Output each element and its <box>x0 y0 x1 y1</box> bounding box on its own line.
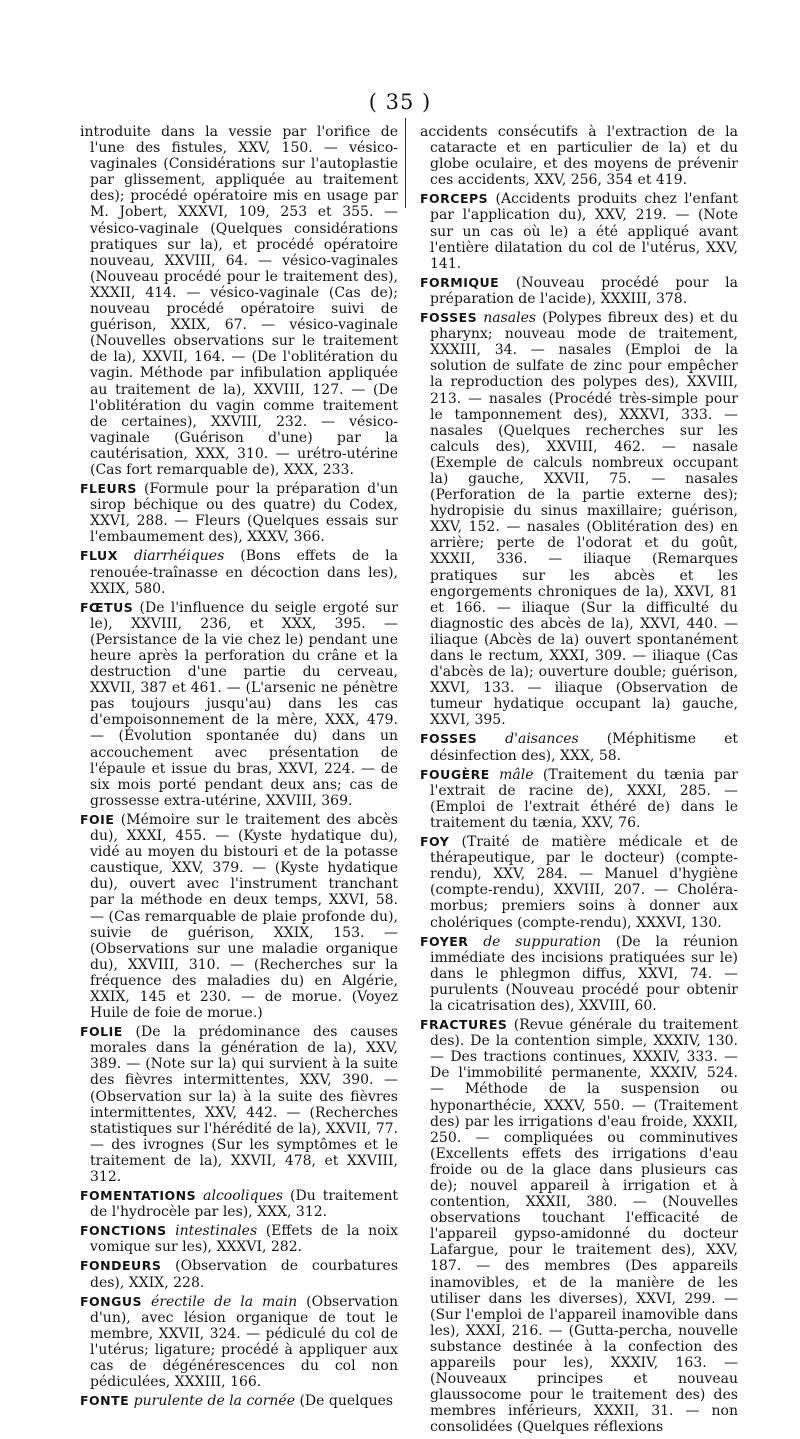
entry-text: introduite dans la vessie par l'orifice de l'une des fistules, XXV, 150. — vésico-vaginales (Considérations sur l'autoplastie par glissement, appliquée au traitement des); procédé opératoire mis en usage par M. Jobert, XXXVI, 109, 253 et 355. — vésico-vaginale (Quelques considérations pratiques sur la), et procédé opératoire nouveau, XXVIII, 64. — vésico-vaginales (Nouveau procédé pour le traitement des), XXXII, 414. — vésico-vaginale (Cas de); nouveau procédé opératoire suivi de guérison, XXIX, 67. — vésico-vaginale (Nouvelles observations sur le traitement de la), XXVII, 164. — (De l'oblitération du vagin. Méthode par infibulation appliquée au traitement de la), XXVIII, 127. — (De l'oblitération du vagin comme traitement de certaines), XXVIII, 232. — vésico-vaginale (Guérison d'une) par la cautérisation, XXX, 310. — urétro-utérine (Cas fort remarquable de), XXX, 233. <box>80 124 398 478</box>
entry-headword: FŒTUS <box>80 599 134 615</box>
index-entry <box>420 1017 738 1435</box>
entry-headword: FOY <box>420 834 450 850</box>
entry-text: (Observation d'un), avec lésion organique de tout le membre, XXVII, 324. — pédiculé du col de l'utérus; ligature; procédé à appliquer aux cas de dégénérescences du col non pédiculées, XXXIII, 166. <box>90 1293 398 1391</box>
entry-qualifier: alcooliques <box>203 1188 284 1205</box>
entry-headword: FOIE <box>80 811 115 827</box>
entry-qualifier: purulente de la cornée <box>133 1393 296 1410</box>
entry-headword: FOYER <box>420 933 469 949</box>
index-entry <box>420 191 738 271</box>
entry-text: (Traitement du tænia par l'extrait de racine de), XXXI, 285. — (Emploi de l'extrait éthéré de) dans le traitement du tænia, XXV, 76. <box>430 766 738 831</box>
entry-headword: FRACTURES <box>420 1017 508 1033</box>
entry-headword: FONCTIONS <box>80 1223 167 1239</box>
index-entry <box>80 812 398 1021</box>
entry-text: (Méphitisme et désinfection des), XXX, 58. <box>430 731 738 764</box>
entry-headword: FORMIQUE <box>420 274 500 290</box>
entry-qualifier: nasales <box>483 310 537 327</box>
entry-qualifier: érectile de la main <box>151 1293 298 1310</box>
entry-headword: FLEURS <box>80 481 137 497</box>
index-entry <box>80 600 398 809</box>
entry-text: (Mémoire sur le traitement des abcès du), XXXI, 455. — (Kyste hydatique du), vidé au moyen du bistouri et de la potasse caustique, XXV, 379. — (Kyste hydatique du), ouvert avec l'instrument tranchant par la méthode en deux temps, XXVI, 58. — (Cas remarquable de plaie profonde du), suivie de guérison, XXIX, 153. — (Observations sur une maladie organique du), XXVIII, 310. — (Recherches sur la fréquence des maladies du) en Algérie, XXIX, 145 et 230. — de morue. (Voyez Huile de foie de morue.) <box>90 811 398 1022</box>
entry-headword: FOSSES <box>420 731 478 747</box>
entry-text: (Nouveau procédé pour la préparation de l'acide), XXXIII, 378. <box>430 274 739 307</box>
entry-headword: FONDEURS <box>80 1258 162 1274</box>
entry-qualifier: mâle <box>499 766 534 783</box>
entry-qualifier: de suppuration <box>483 933 601 950</box>
entry-text: (Effets de la noix vomique sur les), XXXVI, 282. <box>90 1223 399 1256</box>
entry-text: (De quelques <box>299 1393 394 1410</box>
index-entry <box>80 1223 398 1255</box>
entry-qualifier: intestinales <box>175 1223 258 1240</box>
entry-headword: FONGUS <box>80 1293 143 1309</box>
entry-headword: FOSSES <box>420 310 478 326</box>
index-entry <box>80 1393 398 1409</box>
entry-text: (Traité de matière médicale et de thérapeutique, par le docteur) (compte-rendu), XXV, 284. — Manuel d'hygiène (compte-rendu), XXVIII, 207. — Choléra-morbus; premiers soins à donner aux cholériques (compte-rendu), XXXVI, 130. <box>430 834 739 931</box>
entry-text: accidents consécutifs à l'extraction de la cataracte et en particulier de la) et du globe oculaire, et des moyens de prévenir ces accidents, XXV, 256, 354 et 419. <box>420 124 738 189</box>
entry-headword: FOUGÈRE <box>420 766 490 782</box>
entry-text: (De la prédominance des causes morales dans la génération de la), XXV, 389. — (Note sur la) qui survient à la suite des fièvres intermittentes, XXV, 390. — (Observation sur la) à la suite des fièvres intermittentes, XXV, 442. — (Recherches statistiques sur l'hérédité de la), XXVII, 77. — des ivrognes (Sur les symptômes et le traitement de la), XXVII, 478, et XXVIII, 312. <box>90 1024 398 1185</box>
index-entry <box>420 731 738 763</box>
entry-text: (De l'influence du seigle ergoté sur le), XXVIII, 236, et XXX, 395. — (Persistance de la vie chez le) pendant une heure après la perforation du crâne et la destruction d'une partie du cerveau, XXVII, 387 et 461. — (L'arsenic ne pénètre pas toujours jusqu'au) dans les cas d'empoisonnement de la mère, XXX, 479. — (Évolution spontanée du) dans un accouchement avec présentation de l'épaule et issue du bras, XXVI, 224. — de six mois porté pendant deux ans; cas de grossesse extra-utérine, XXVIII, 369. <box>90 599 398 809</box>
column-divider <box>405 118 406 208</box>
entry-headword: FOLIE <box>80 1024 123 1040</box>
index-entry <box>80 548 398 596</box>
index-entry <box>420 310 738 728</box>
entry-text: (Bons effets de la renouée-traînasse en décoction dans les), XXIX, 580. <box>90 548 399 597</box>
index-entry <box>80 1024 398 1185</box>
index-entry <box>80 1294 398 1391</box>
right-column <box>420 124 738 1439</box>
index-entry <box>420 124 738 188</box>
entry-headword: FONTE <box>80 1393 130 1409</box>
entry-headword: FORCEPS <box>420 191 489 207</box>
entry-text: (Du traitement de l'hydrocèle par les), XXX, 312. <box>90 1188 398 1221</box>
index-entry <box>420 934 738 1014</box>
entry-text: (Revue générale du traitement des). De la contention simple, XXXIV, 130. — Des tractions continues, XXXIV, 333. — De l'immobilité permanente, XXXIV, 524. — Méthode de la suspension ou hyponarthécie, XXXV, 550. — (Traitement des) par les irrigations d'eau froide, XXXII, 250. — compliquées ou comminutives (Excellents effets des irrigations d'eau froide ou de la glace dans plusieurs cas de); nouvel appareil à irrigation et à contention, XXXII, 380. — (Nouvelles observations touchant l'efficacité de l'appareil gypso-amidonné du docteur Lafargue, pour le traitement des), XXV, 187. — des membres (Des appareils inamovibles, et de la manière de les utiliser dans les diverses), XXVI, 299. — (Sur l'emploi de l'appareil inamovible dans les), XXXI, 216. — (Gutta-percha, nouvelle substance destinée à la confection des appareils pour les), XXXIV, 163. — (Nouveaux principes et nouveau glaussocome pour le traitement des) des membres inférieurs, XXXII, 31. — non consolidées (Quelques réflexions <box>430 1017 738 1436</box>
entry-text: (De la réunion immédiate des incisions pratiquées sur le) dans le phlegmon diffus, XXVI, 74. — purulents (Nouveau procédé pour obtenir la cicatrisation des), XXVIII, 60. <box>430 933 739 1014</box>
entry-text: (Polypes fibreux des) et du pharynx; nouveau mode de traitement, XXXIII, 34. — nasales (Emploi de la solution de sulfate de zinc pour empêcher la reproduction des polypes des), XXVIII, 213. — nasales (Procédé très-simple pour le tamponnement des), XXXVI, 333. — nasales (Quelques recherches sur les calculs des), XXVIII, 462. — nasale (Exemple de calculs nombreux occupant la) gauche, XXVII, 75. — nasales (Perforation de la partie externe des); hydropisie du sinus maxillaire; guérison, XXV, 152. — nasales (Oblitération des) en arrière; perte de l'odorat et du goût, XXXII, 336. — iliaque (Remarques pratiques sur les abcès et les engorgements chroniques de la), XXVI, 81 et 166. — iliaque (Sur la difficulté du diagnostic des abcès de la), XXVI, 440. — iliaque (Abcès de la) ouvert spontanément dans le rectum, XXXI, 309. — iliaque (Cas d'abcès de la); ouverture double; guérison, XXVI, 133. — iliaque (Observation de tumeur hydatique occupant la) gauche, XXVI, 395. <box>430 310 738 729</box>
index-entry <box>80 1188 398 1220</box>
entry-text: (Formule pour la préparation d'un sirop béchique ou des quatre) du Codex, XXVI, 288. — Fleurs (Quelques essais sur l'embaumement des), XXXV, 366. <box>90 481 398 546</box>
index-entry <box>80 481 398 545</box>
index-entry <box>420 275 738 307</box>
entry-qualifier: d'aisances <box>505 731 579 748</box>
index-entry <box>80 124 398 478</box>
entry-text: (Observation de courbatures des), XXIX, 228. <box>90 1258 399 1291</box>
left-column <box>80 124 398 1412</box>
index-entry <box>420 767 738 831</box>
entry-text: (Accidents produits chez l'enfant par l'application du), XXV, 219. — (Note sur un cas où le) a été appliqué avant l'entière dilatation du col de l'utérus, XXV, 141. <box>430 191 738 272</box>
index-entry <box>420 834 738 931</box>
index-entry <box>80 1258 398 1290</box>
entry-headword: FOMENTATIONS <box>80 1188 197 1204</box>
entry-headword: FLUX <box>80 548 118 564</box>
page-number: ( 35 ) <box>368 90 432 114</box>
entry-qualifier: diarrhéiques <box>133 548 225 565</box>
